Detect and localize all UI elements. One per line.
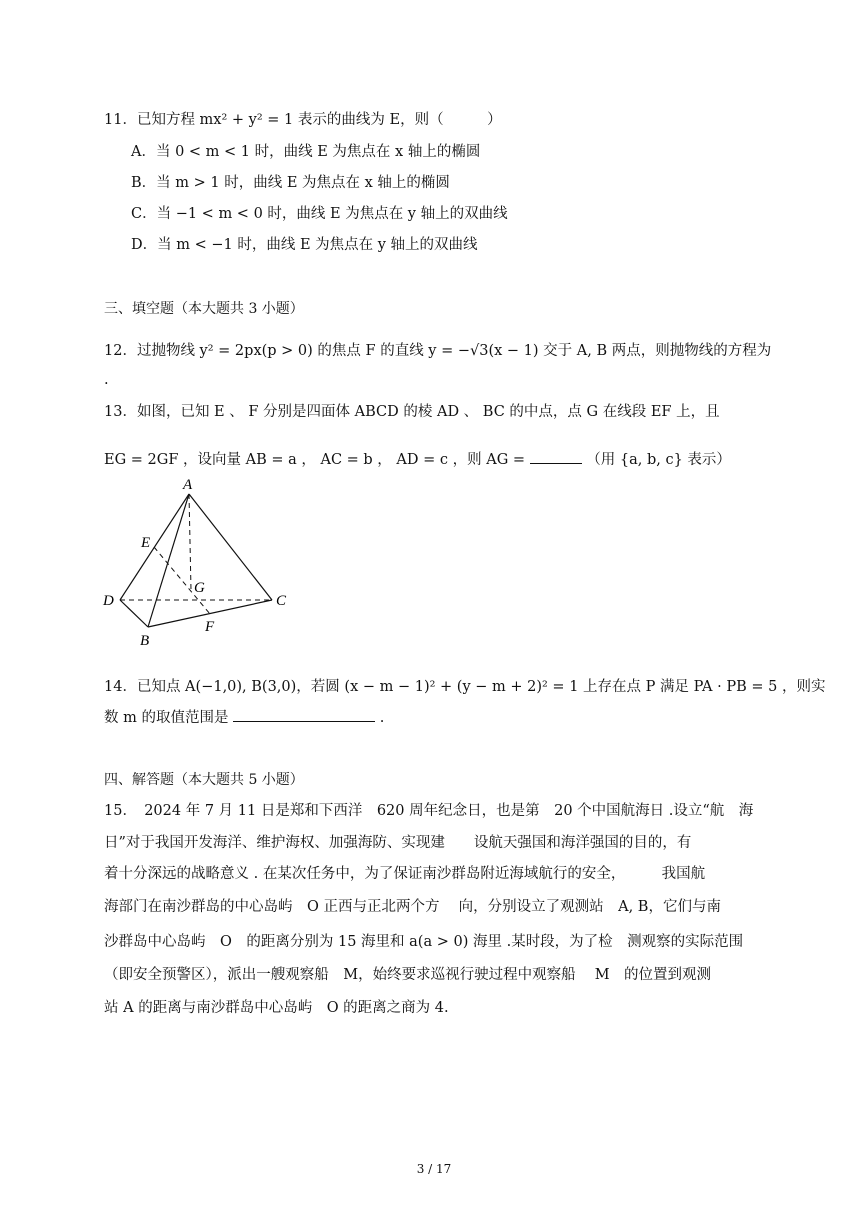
q13-answer-blank[interactable] (530, 449, 582, 464)
label-d: D (103, 593, 114, 609)
q15-line-3: 着十分深远的战略意义 . 在某次任务中，为了保证南沙群岛附近海域航行的安全， 我国航 (104, 866, 706, 882)
q11-option-d: D．当 m < −1 时，曲线 E 为焦点在 y 轴上的双曲线 (131, 237, 478, 253)
q14-line1: 14．已知点 A(−1,0), B(3,0)，若圆 (x − m − 1)² + (y − m + 2)² = 1 上存在点 P 满足 PA · PB = 5 ，则实 (104, 679, 826, 695)
q13-line2-suffix: （用 {a, b, c} 表示） (586, 452, 731, 468)
q15-line-6: （即安全预警区），派出一艘观察船 M，始终要求巡视行驶过程中观察船 M 的位置到观测 (104, 967, 712, 983)
segment-ag-dashed (189, 494, 191, 590)
q15-line-4: 海部门在南沙群岛的中心岛屿 O 正西与正北两个方 向，分别设立了观测站 A, B，它们与南 (104, 899, 721, 915)
q14-line2-suffix: . (379, 710, 385, 726)
q15-line-1: 15． 2024 年 7 月 11 日是郑和下西洋 620 周年纪念日，也是第 20 个中国航海日 .设立“航 海 (104, 803, 754, 819)
q15-line-7: 站 A 的距离与南沙群岛中心岛屿 O 的距离之商为 4. (104, 1000, 449, 1016)
section-heading-solutions: 四、解答题（本大题共 5 小题） (104, 772, 304, 788)
q11-option-c: C．当 −1 < m < 0 时，曲线 E 为焦点在 y 轴上的双曲线 (131, 206, 508, 222)
q15-line-5: 沙群岛中心岛屿 O 的距离分别为 15 海里和 a(a > 0) 海里 .某时段，为了检 测观察的实际范围 (104, 934, 744, 950)
q11-stem: 11．已知方程 mx² + y² = 1 表示的曲线为 E，则（ ） (104, 112, 502, 128)
edge-db (120, 600, 148, 627)
q14-answer-blank[interactable] (233, 707, 375, 722)
label-f: F (205, 619, 215, 635)
label-g: G (194, 580, 205, 596)
q14-line2-text: 数 m 的取值范围是 (104, 710, 229, 726)
section-heading-fill-in: 三、填空题（本大题共 3 小题） (104, 301, 304, 317)
label-e: E (141, 535, 151, 551)
q13-line2 (104, 449, 731, 470)
q13-line2-text: EG = 2GF ，设向量 AB = a ， AC = b ， AD = c ，则 AG = (104, 452, 526, 468)
label-c: C (276, 593, 287, 609)
q11-option-b: B．当 m > 1 时，曲线 E 为焦点在 x 轴上的椭圆 (131, 175, 450, 191)
label-a: A (183, 477, 193, 493)
q15-line-2: 日”对于我国开发海洋、维护海权、加强海防、实现建 设航天强国和海洋强国的目的，有 (104, 835, 692, 851)
edge-ab (148, 494, 189, 627)
q14-line2 (104, 707, 384, 728)
page-number: 3 / 17 (416, 1162, 452, 1176)
q12-line1: 12．过抛物线 y² = 2px(p > 0) 的焦点 F 的直线 y = −√3(x − 1) 交于 A, B 两点，则抛物线的方程为 (104, 343, 772, 359)
q13-line1: 13．如图，已知 E 、 F 分别是四面体 ABCD 的棱 AD 、 BC 的中点，点 G 在线段 EF 上，且 (104, 404, 720, 420)
q11-option-a: A．当 0 < m < 1 时，曲线 E 为焦点在 x 轴上的椭圆 (131, 144, 481, 160)
q12-line2: . (104, 372, 109, 388)
tetrahedron-figure (100, 476, 300, 651)
label-b: B (140, 633, 150, 649)
